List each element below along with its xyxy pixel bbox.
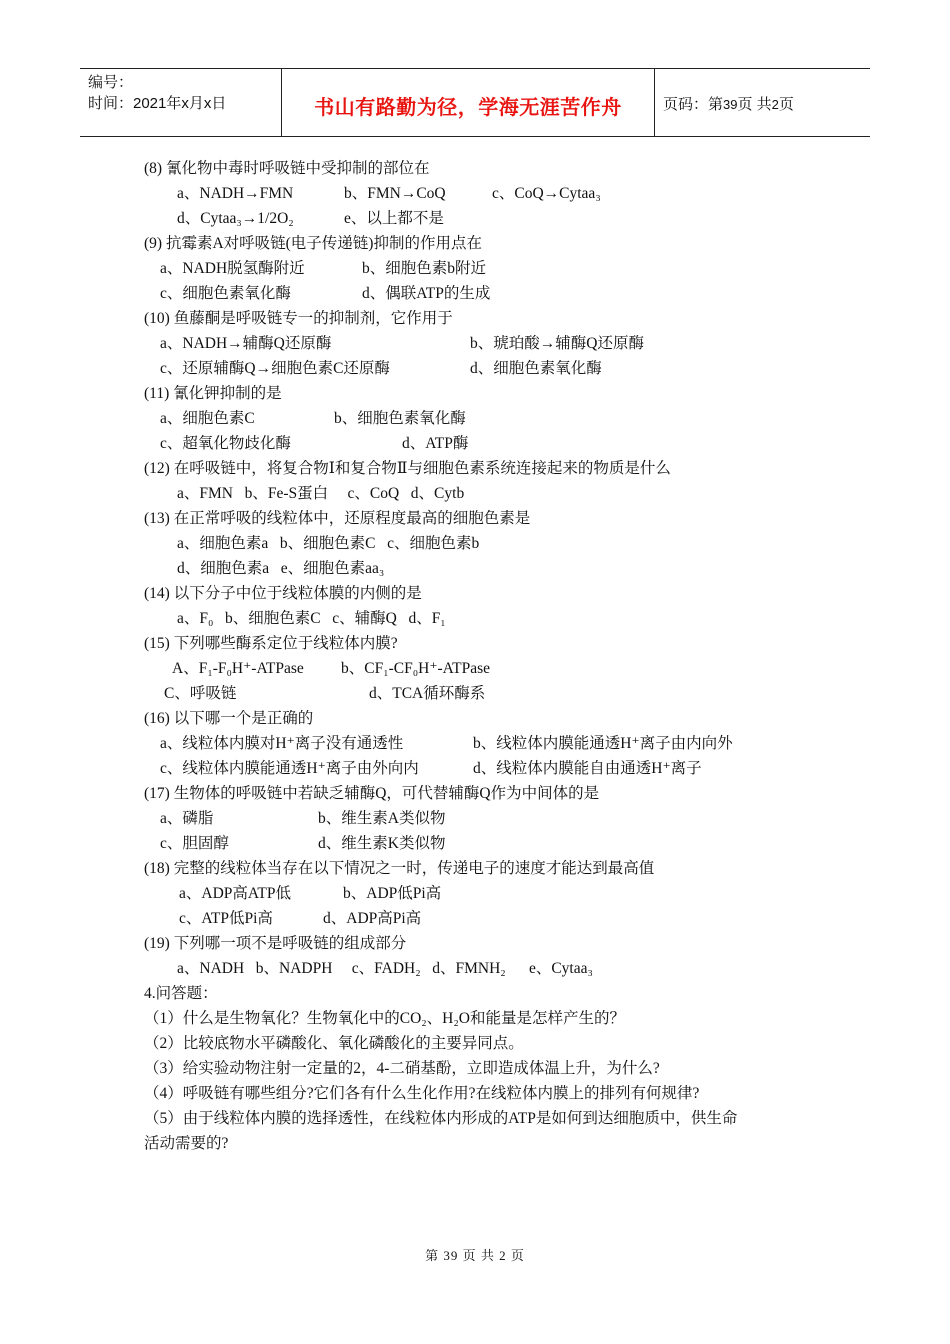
header-meta-cell [80, 69, 282, 136]
page-footer: 第 39 页 共 2 页 [425, 1248, 525, 1263]
question-text: (18) 完整的线粒体当存在以下情况之一时，传递电子的速度才能达到最高值 [144, 860, 655, 877]
essay-question: （4）呼吸链有哪些组分?它们各有什么生化作用?在线粒体内膜上的排列有何规律? [144, 1085, 700, 1102]
option: c、ATP低Pi高 [179, 910, 273, 927]
option: c、CoQ→Cytaa₃ [492, 185, 601, 202]
option: d、ADP高Pi高 [323, 910, 422, 927]
header-page-number: 页码：第39页 共2页 [663, 96, 794, 113]
page-header [80, 68, 870, 137]
question-text: (19) 下列哪一项不是呼吸链的组成部分 [144, 935, 407, 952]
option-row: d、细胞色素a e、细胞色素aa₃ [177, 560, 385, 577]
question-text: (9) 抗霉素A对呼吸链(电子传递链)抑制的作用点在 [144, 235, 482, 252]
document-number-label: 编号： [88, 74, 134, 91]
option: d、偶联ATP的生成 [362, 285, 491, 302]
option: e、以上都不是 [344, 210, 444, 227]
option-row: a、NADH b、NADPH c、FADH₂ d、FMNH₂ e、Cytaa₃ [177, 960, 593, 977]
option: b、细胞色素b附近 [362, 260, 487, 277]
question-text: (10) 鱼藤酮是呼吸链专一的抑制剂，它作用于 [144, 310, 453, 327]
option: a、NADH→FMN [177, 185, 294, 202]
option: c、还原辅酶Q→细胞色素C还原酶 [160, 360, 390, 377]
option: d、维生素K类似物 [318, 835, 446, 852]
essay-question: （2）比较底物水平磷酸化、氧化磷酸化的主要异同点。 [144, 1035, 524, 1052]
option: b、线粒体内膜能通透H⁺离子由内向外 [473, 735, 733, 752]
essay-question: （5）由于线粒体内膜的选择透性，在线粒体内形成的ATP是如何到达细胞质中，供生命 [144, 1110, 738, 1127]
option: a、NADH→辅酶Q还原酶 [160, 335, 332, 352]
option: d、TCA循环酶系 [369, 685, 486, 702]
option: a、细胞色素C [160, 410, 255, 427]
question-text: (12) 在呼吸链中，将复合物Ⅰ和复合物Ⅱ与细胞色素系统连接起来的物质是什么 [144, 460, 671, 477]
option: c、胆固醇 [160, 835, 229, 852]
document-time-label: 时间：2021年x月x日 [88, 95, 227, 112]
question-text: (16) 以下哪一个是正确的 [144, 710, 314, 727]
option: b、CF₁-CF₀H⁺-ATPase [341, 660, 491, 677]
option: b、ADP低Pi高 [343, 885, 442, 902]
option: b、细胞色素氧化酶 [334, 410, 466, 427]
header-motto: 书山有路勤为径，学海无涯苦作舟 [314, 95, 622, 119]
question-text: (17) 生物体的呼吸链中若缺乏辅酶Q，可代替辅酶Q作为中间体的是 [144, 785, 600, 802]
option: a、磷脂 [160, 810, 214, 827]
option: b、维生素A类似物 [318, 810, 446, 827]
option: d、ATP酶 [402, 435, 469, 452]
option: c、细胞色素氧化酶 [160, 285, 291, 302]
option: b、琥珀酸→辅酶Q还原酶 [470, 335, 644, 352]
option: a、线粒体内膜对H⁺离子没有通透性 [160, 735, 404, 752]
option: b、FMN→CoQ [344, 185, 446, 202]
option: a、ADP高ATP低 [179, 885, 291, 902]
option: c、超氧化物歧化酶 [160, 435, 291, 452]
essay-question: （1）什么是生物氧化？生物氧化中的CO₂、H₂O和能量是怎样产生的？ [144, 1010, 625, 1027]
option: a、NADH脱氢酶附近 [160, 260, 305, 277]
option: d、线粒体内膜能自由通透H⁺离子 [473, 760, 702, 777]
option: d、Cytaa₃→1/2O₂ [177, 210, 294, 227]
question-text: (14) 以下分子中位于线粒体膜的内侧的是 [144, 585, 422, 602]
option-row: a、F₀ b、细胞色素C c、辅酶Q d、F₁ [177, 610, 446, 627]
option: C、呼吸链 [164, 685, 237, 702]
option: d、细胞色素氧化酶 [470, 360, 602, 377]
question-text: (8) 氰化物中毒时呼吸链中受抑制的部位在 [144, 160, 430, 177]
essay-question: （3）给实验动物注射一定量的2，4-二硝基酚，立即造成体温上升，为什么? [144, 1060, 660, 1077]
header-page-cell [655, 69, 870, 136]
question-text: (11) 氰化钾抑制的是 [144, 385, 282, 402]
section-heading: 4.问答题： [144, 985, 218, 1002]
header-motto-cell [282, 69, 655, 136]
question-text: (13) 在正常呼吸的线粒体中，还原程度最高的细胞色素是 [144, 510, 531, 527]
question-text: (15) 下列哪些酶系定位于线粒体内膜? [144, 635, 398, 652]
option-row: a、FMN b、Fe-S蛋白 c、CoQ d、Cytb [177, 485, 465, 502]
option: c、线粒体内膜能通透H⁺离子由外向内 [160, 760, 419, 777]
option: A、F₁-F₀H⁺-ATPase [172, 660, 304, 677]
option-row: a、细胞色素a b、细胞色素C c、细胞色素b [177, 535, 480, 552]
essay-question-continued: 活动需要的? [144, 1135, 229, 1152]
